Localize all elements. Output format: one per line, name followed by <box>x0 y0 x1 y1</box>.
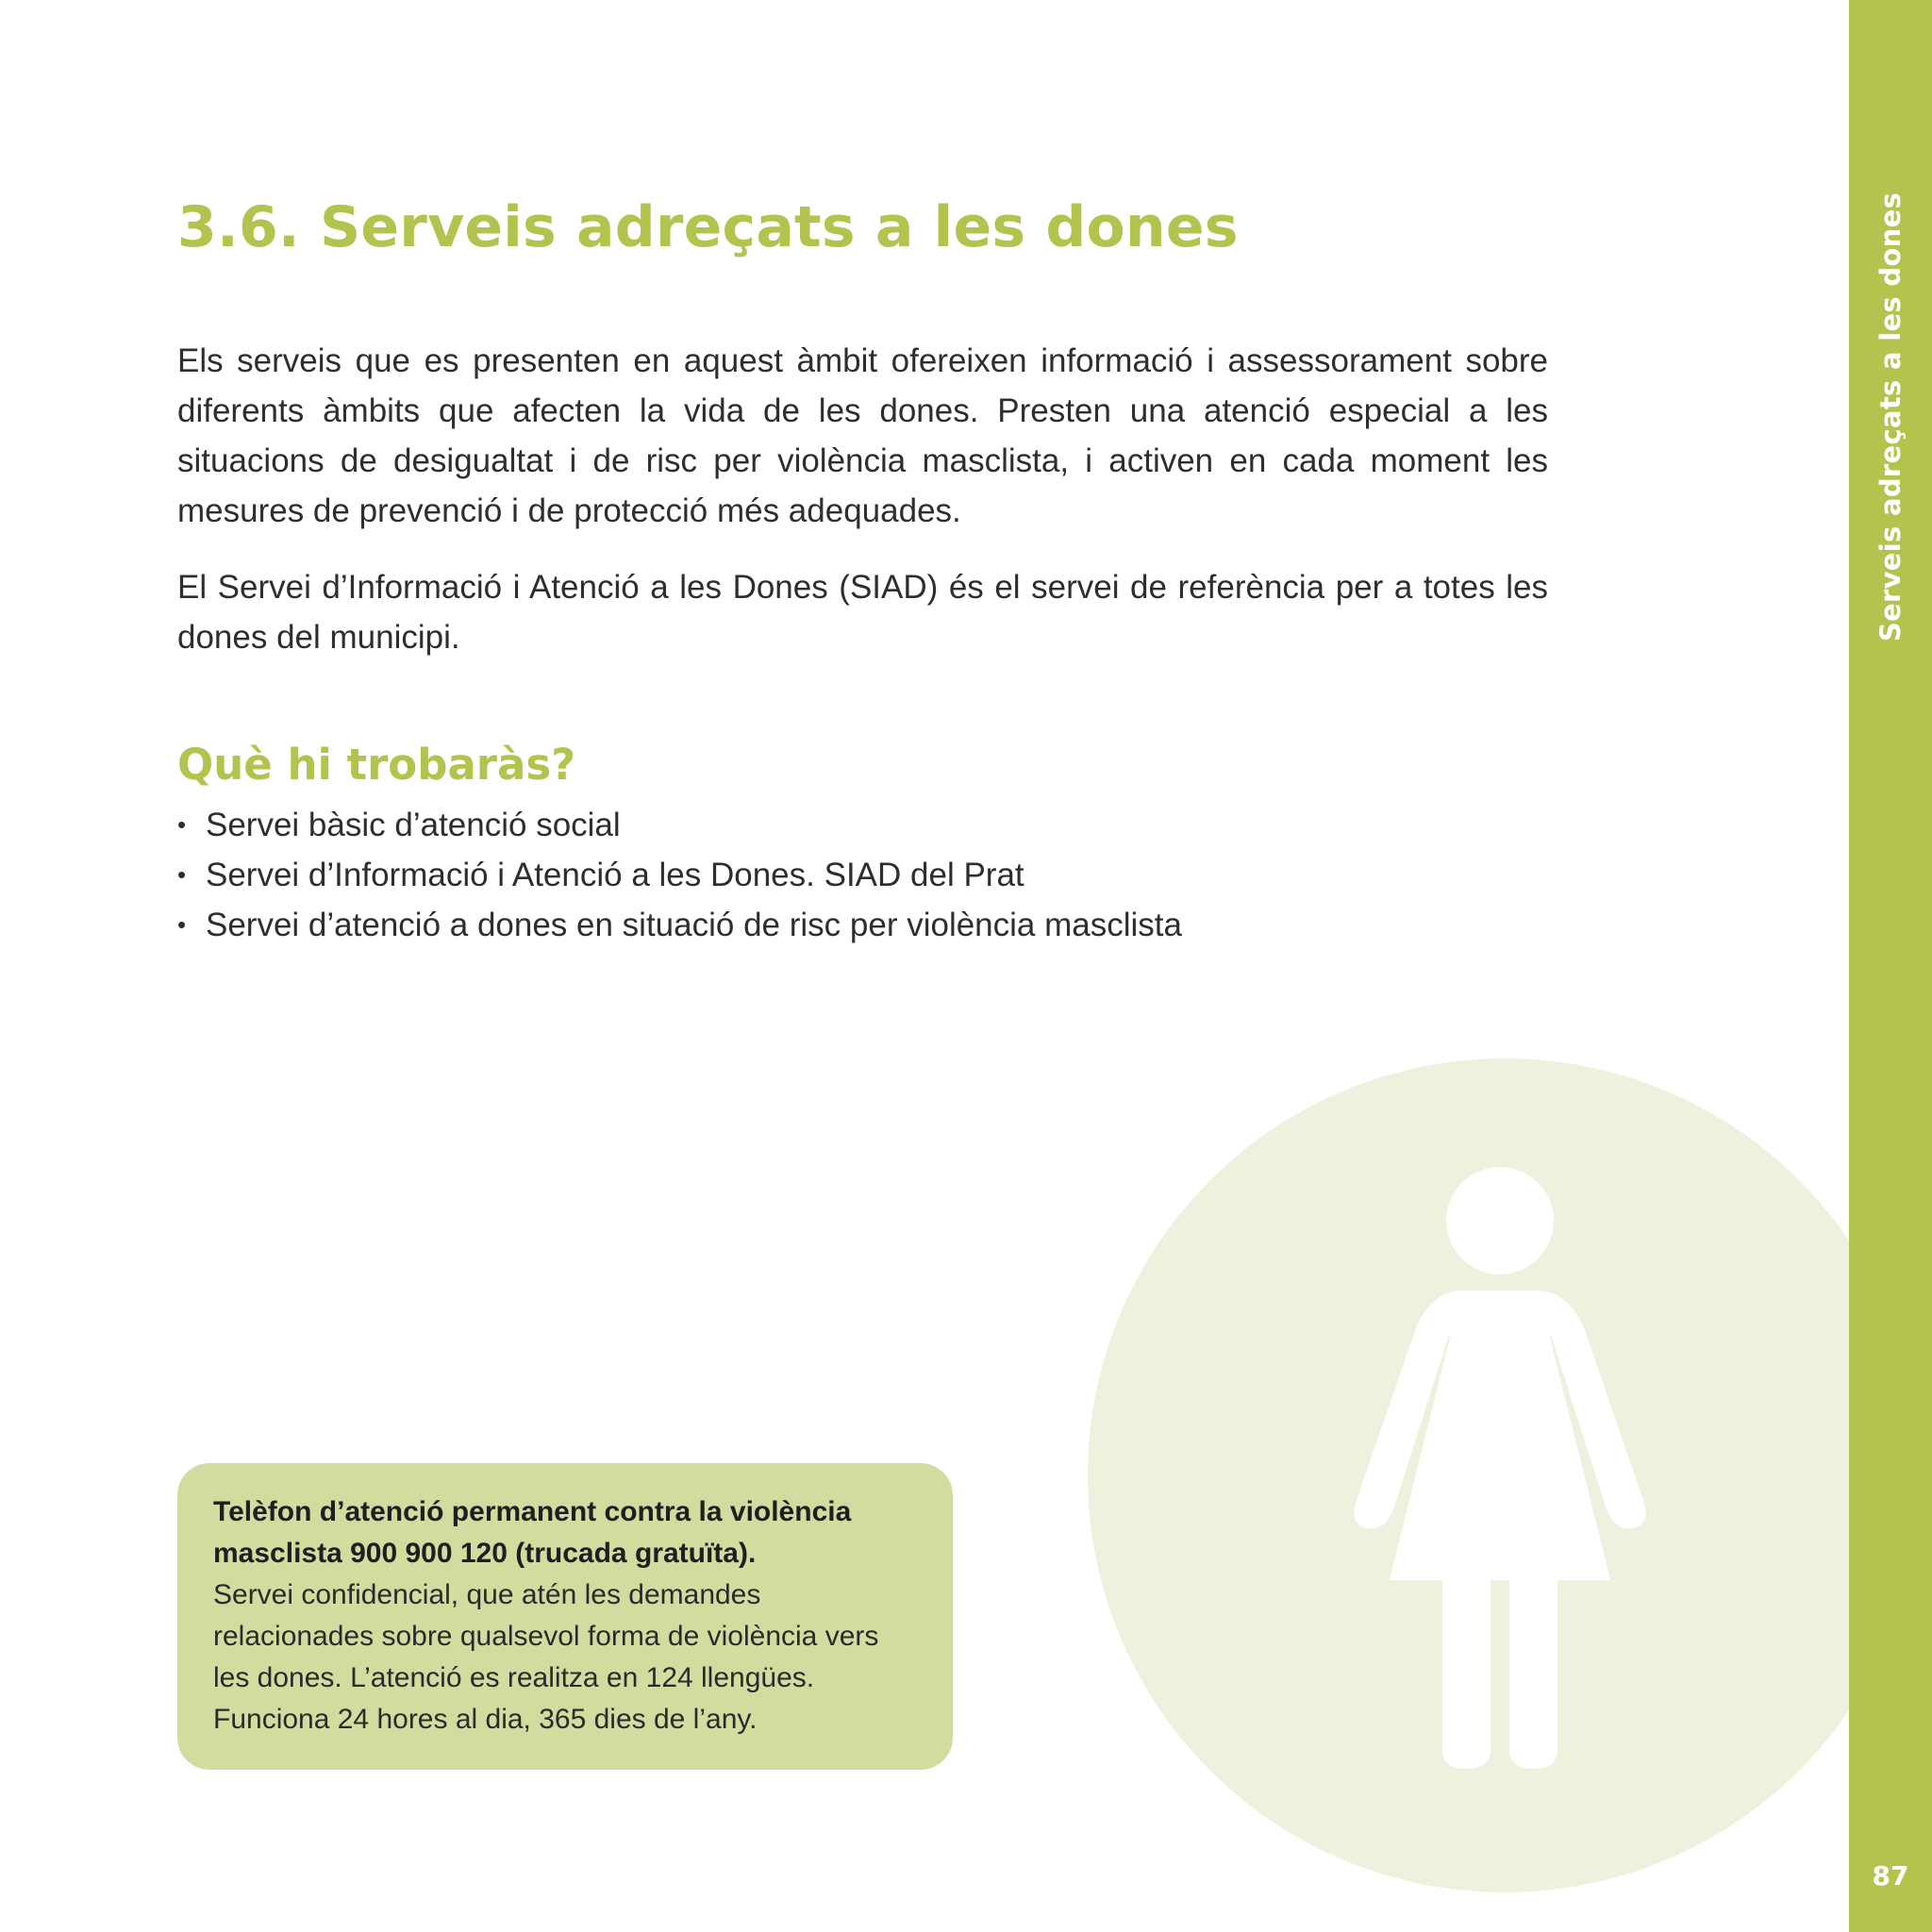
side-section-title-text: Serveis adreçats a les dones <box>1874 192 1907 642</box>
helpline-info-box <box>177 1463 953 1770</box>
side-section-title <box>1854 192 1927 642</box>
list-item <box>177 900 1182 950</box>
bullet-icon: • <box>177 810 187 839</box>
services-heading: Què hi trobaràs? <box>177 740 576 790</box>
services-list <box>177 800 1182 950</box>
intro-text <box>177 336 1548 689</box>
page-number: 87 <box>1872 1860 1909 1891</box>
page-title: 3.6. Serveis adreçats a les dones <box>177 194 1239 260</box>
helpline-description: Servei confidencial, que atén les demandes relacionades sobre qualsevol forma de violència vers les dones. L’atenció es realitza en 124 llengües. Funciona 24 hores al dia, 365 dies de l’any. <box>213 1579 879 1735</box>
bullet-icon: • <box>177 860 187 889</box>
list-item-label: Servei d’atenció a dones en situació de risc per violència masclista <box>206 907 1182 943</box>
intro-paragraph: El Servei d’Informació i Atenció a les Dones (SIAD) és el servei de referència per a totes les dones del municipi. <box>177 569 1548 656</box>
helpline-title: Telèfon d’atenció permanent contra la violència masclista 900 900 120 (trucada gratuïta). <box>213 1496 852 1569</box>
list-item-label: Servei bàsic d’atenció social <box>206 807 621 843</box>
list-item <box>177 850 1182 900</box>
intro-paragraph: Els serveis que es presenten en aquest àmbit ofereixen informació i assessorament sobre diferents àmbits que afecten la vida de les dones. Presten una atenció especial a les situacions de desigualtat i de risc per violència masclista, i activen en cada moment les mesures de prevenció i de protecció més adequades. <box>177 342 1548 529</box>
list-item-label: Servei d’Informació i Atenció a les Dones. SIAD del Prat <box>206 857 1024 893</box>
bullet-icon: • <box>177 910 187 939</box>
woman-figure-icon <box>1340 1165 1660 1769</box>
list-item <box>177 800 1182 850</box>
